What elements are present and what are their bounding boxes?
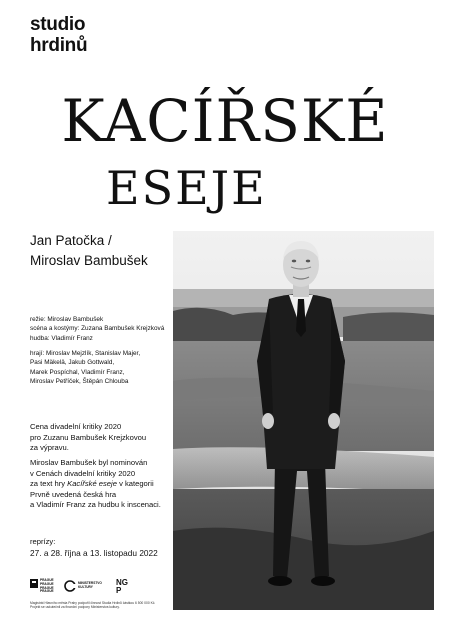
ngp-text-line: NG — [116, 578, 128, 587]
play-title-italic: Kacířské eseje — [67, 479, 117, 489]
logo-line-2: hrdinů — [30, 35, 88, 56]
nomination-line — [30, 479, 161, 490]
reprises-dates: 27. a 28. října a 13. listopadu 2022 — [30, 547, 158, 558]
credits — [30, 315, 164, 343]
award-line: pro Zuzanu Bambušek Krejzkovou — [30, 432, 147, 442]
author-line: Jan Patočka / — [30, 233, 112, 248]
praha-text-line: PRAGUE — [40, 589, 54, 594]
praha-text-line: PRAGUE — [40, 578, 54, 582]
praha-logo — [30, 579, 64, 601]
cast-line: Marek Pospíchal, Vladimír Franz, — [30, 368, 125, 376]
footnote-line: Magistrát Hlavního města Prahy podpořil činnost Studia Hrdinů částkou 6 500 000 Kč. — [30, 601, 156, 605]
cast — [30, 349, 140, 386]
ministry-text — [78, 582, 102, 590]
ministry-text-line: MINISTERSTVO — [78, 581, 102, 585]
credit-line: režie: Miroslav Bambušek — [30, 316, 104, 323]
nomination-suffix: v kategorii — [116, 479, 154, 489]
award-text — [30, 422, 146, 454]
nomination-prefix: za text hry — [30, 479, 68, 489]
nomination-line: a Vladimír Franz za hudbu k inscenaci. — [30, 500, 161, 510]
award-line: za výpravu. — [30, 443, 69, 453]
award-line: Cena divadelní kritiky 2020 — [30, 422, 122, 431]
nomination-line: Prvně uvedená česká hra — [30, 489, 117, 499]
ministry-logo — [64, 579, 102, 597]
praha-text-line: PRAGUE — [40, 585, 54, 590]
ngp-text-line: P — [116, 585, 122, 595]
cast-line: hrají: Miroslav Mejzlík, Stanislav Majer, — [30, 350, 141, 357]
footnote-line: Projekt se uskutečnil za finanční podpory Ministerstva kultury. — [30, 605, 120, 610]
credit-line: hudba: Vladimír Franz — [30, 334, 93, 342]
nomination-line: v Cenách divadelní kritiky 2020 — [30, 468, 136, 478]
ministry-emblem-icon — [64, 580, 76, 592]
title-line-1: KACÍŘSKÉ — [61, 87, 389, 155]
nomination-text — [30, 458, 161, 511]
cast-line: Pasi Mäkelä, Jakub Gottwald, — [30, 359, 115, 367]
footnote — [30, 601, 155, 610]
credit-line: scéna a kostýmy: Zuzana Bambušek Krejzková — [30, 325, 165, 333]
author-line: Miroslav Bambušek — [30, 253, 148, 268]
cast-line: Miroslav Petříček, Štěpán Chlouba — [30, 377, 129, 385]
ministry-text-line: KULTURY — [78, 584, 93, 589]
portrait-photo — [173, 231, 434, 610]
reprises — [30, 537, 158, 558]
studio-hrdinu-logo — [30, 14, 87, 56]
praha-text-line: PRAGUE — [40, 581, 54, 586]
logo-line-1: studio — [30, 14, 86, 35]
praha-text — [40, 579, 54, 594]
reprises-label: reprízy: — [30, 537, 56, 546]
authors — [30, 231, 148, 271]
ngp-logo — [116, 579, 128, 594]
nomination-line: Miroslav Bambušek byl nominován — [30, 458, 148, 467]
title-line-2: ESEJE — [106, 161, 267, 215]
